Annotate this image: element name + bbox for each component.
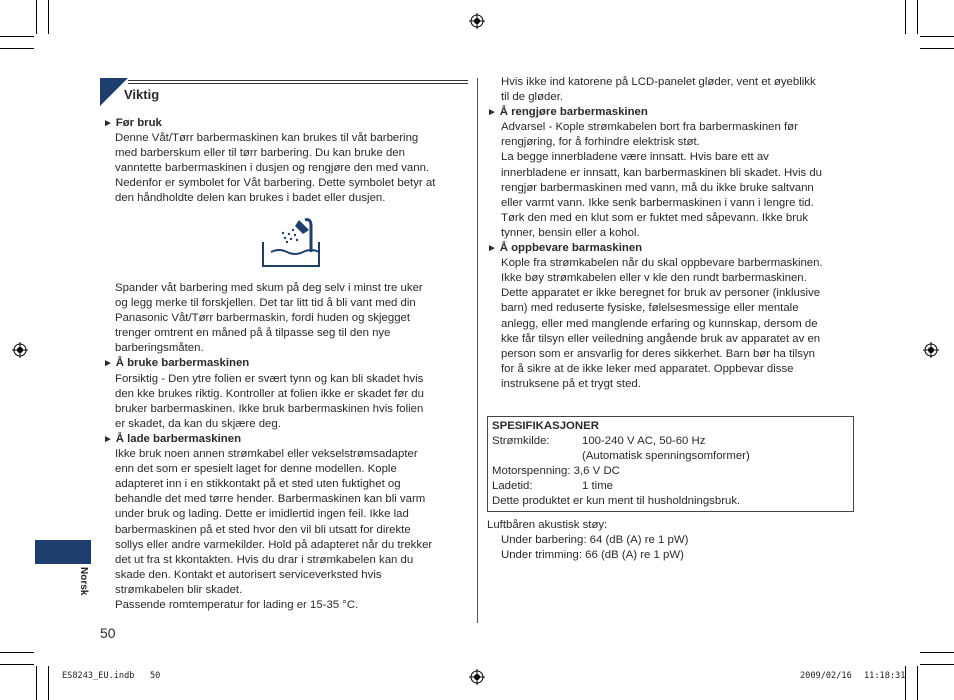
paragraph-line: med barberskum eller til tørr barbering. Du kan bruke den (115, 147, 405, 160)
paragraph-line: barbermaskinen på et sted hvor den vil bli utsatt for direkte (115, 523, 411, 536)
spec-value: 100-240 V AC, 50-60 Hz (582, 435, 706, 447)
subsection-heading-text: Å oppbevare barmaskinen (499, 242, 643, 255)
paragraph-line: Kople fra strømkabelen når du skal oppbevare barbermaskinen. (501, 257, 823, 270)
paragraph-line: anlegg, eller med manglende erfaring og kunnskap, dersom de (501, 317, 818, 330)
subsection-heading-text: Før bruk (115, 117, 162, 129)
registration-mark-icon (469, 13, 485, 29)
paragraph-line: kke får tilsyn eller veiledning angående bruk av apparatet av en (501, 332, 821, 345)
paragraph-line: skade den. Kontakt et autorisert serviceverksted hvis (115, 568, 382, 581)
noise-line: Under trimming: 66 (dB (A) re 1 pW) (501, 549, 684, 561)
paragraph-line: Tørk den med en klut som er fuktet med såpevann. Ikke bruk (501, 211, 809, 224)
paragraph-line: enn det som er spesielt laget for denne modellen. Kople (115, 463, 397, 476)
shower-bath-icon (261, 216, 321, 268)
spec-value: 1 time (582, 480, 614, 492)
noise-title: Luftbåren akustisk støy: (487, 519, 608, 531)
spec-label: Ladetid: (492, 480, 533, 492)
subsection-heading-text: Å lade barbermaskinen (115, 432, 242, 445)
paragraph-line: Ikke bøy strømkabelen eller v kle den rundt barbermaskinen. (501, 272, 807, 285)
crop-mark (48, 0, 49, 34)
paragraph-line: behandle det med tørre hender. Barbermaskinen kan bli varm (115, 493, 426, 506)
paragraph-line: barn) med reduserte fysiske, følelsesmessige eller mentale (501, 302, 799, 315)
footer-page: 50 (150, 671, 161, 681)
crop-mark (36, 666, 37, 700)
crop-mark (917, 666, 918, 700)
language-tab (35, 540, 91, 564)
crop-mark (0, 664, 34, 665)
paragraph-line: instruksene på et trygt sted. (501, 377, 641, 390)
paragraph-line: eller varmt vann. Ikke senk barbermaskinen i vann i lengre tid. (501, 196, 814, 209)
paragraph-line: den håndholdte delen kan brukes i badet eller dusjen. (115, 192, 386, 205)
paragraph-line: bruker barbermaskinen. Ikke bruk barbermaskinen hvis folien (115, 402, 424, 415)
paragraph-line: La begge innerbladene være innsatt. Hvis bare ett av (501, 151, 769, 164)
noise-line: Under barbering: 64 (dB (A) re 1 pW) (501, 534, 689, 546)
crop-mark (36, 0, 37, 34)
paragraph-line: innerbladene er innsatt, kan barbermaskinen bli skadet. Hvis du (501, 166, 823, 179)
bullet-arrow-icon: ► (487, 243, 500, 255)
paragraph-line: rengjør barbermaskinen med vann, må du ikke bruke saltvann (501, 181, 814, 194)
paragraph-line: strømkabelen blir skadet. (115, 583, 243, 596)
spec-value: (Automatisk spenningsomformer) (582, 450, 750, 462)
crop-mark (905, 0, 906, 34)
paragraph-line: Advarsel - Kople strømkabelen bort fra barbermaskinen før (501, 121, 798, 134)
paragraph-line: Forsiktig - Den ytre folien er svært tynn og kan bli skadet hvis (115, 372, 424, 385)
crop-mark (920, 664, 954, 665)
crop-mark (48, 666, 49, 700)
page-number: 50 (100, 625, 116, 641)
paragraph-line: person som er ansvarlig for deres sikkerhet. Barn bør ha tilsyn (501, 347, 816, 360)
paragraph-line: Dette apparatet er ikke beregnet for bruk av personer (inklusive (501, 287, 821, 300)
paragraph-line: er skadet, da kan du skjære deg. (115, 417, 281, 430)
registration-mark-icon (12, 342, 28, 358)
bullet-arrow-icon: ► (487, 107, 500, 119)
footer-time: 11:18:31 (864, 671, 906, 681)
footer-file: ES8243_EU.indb (62, 671, 135, 681)
paragraph-line: det ut fra st kkontakten. Hvis du drar i strømkabelen kan du (115, 553, 414, 566)
left-column (103, 116, 435, 207)
registration-mark-icon (469, 669, 485, 685)
language-tab-label: Norsk (78, 567, 89, 596)
spec-label: Motorspenning: 3,6 V DC (492, 465, 620, 477)
paragraph-line: vanntette barbermaskinen i dusjen og rengjøre den med vann. (115, 162, 430, 175)
crop-mark (917, 0, 918, 34)
bullet-arrow-icon: ► (103, 358, 116, 370)
section-title: Viktig (124, 87, 160, 102)
bullet-arrow-icon: ► (103, 118, 116, 129)
footer-date: 2009/02/16 (800, 671, 852, 681)
paragraph-line: Denne Våt/Tørr barbermaskinen kan brukes til våt barbering (115, 132, 419, 145)
paragraph-line: tynner, bensin eller a kohol. (501, 226, 640, 239)
paragraph-line: Panasonic Våt/Tørr barbermaskin, fordi huden og skjegget (115, 312, 411, 325)
paragraph-line: Nedenfor er symbolet for Våt barbering. Dette symbolet betyr at (115, 177, 436, 190)
section-rule (128, 80, 468, 81)
subsection-heading (487, 105, 823, 120)
crop-mark (920, 48, 954, 49)
paragraph-line: og legg merke til forskjellen. Det tar litt tid å bli vant med din (115, 297, 416, 310)
paragraph-line: trenger omtrent en måned på å tilpasse seg til den nye (115, 327, 391, 340)
right-column (487, 75, 823, 392)
paragraph-line: Ikke bruk noen annen strømkabel eller vekselstrømsadapter (115, 448, 418, 461)
registration-mark-icon (923, 342, 939, 358)
paragraph-line: Passende romtemperatur for lading er 15-35 °C. (115, 598, 359, 611)
spec-note: Dette produktet er kun ment til husholdningsbruk. (492, 495, 741, 507)
subsection-heading (487, 241, 823, 256)
section-rule (128, 83, 468, 84)
crop-mark (920, 652, 954, 653)
paragraph-line: Spander våt barbering med skum på deg selv i minst tre uker (115, 282, 423, 294)
paragraph-line: adapteret inn i en stikkontakt på et sted uten fuktighet og (115, 478, 401, 491)
paragraph-line: rengjøring, for å forhindre elektrisk støt. (501, 136, 700, 149)
spec-title: SPESIFIKASJONER (492, 420, 599, 432)
crop-mark (0, 652, 34, 653)
subsection-heading (103, 116, 435, 131)
crop-mark (0, 36, 34, 37)
bullet-arrow-icon: ► (103, 433, 116, 445)
spec-label: Strømkilde: (492, 435, 550, 447)
specifications-box (487, 416, 854, 512)
paragraph-line: under bruk og lading. Dette er imidlertid ingen feil. Ikke lad (115, 508, 409, 521)
crop-mark (920, 36, 954, 37)
paragraph-line: den kke brukes riktig. Kontroller at folien ikke er skadet før du (115, 387, 424, 400)
paragraph-line: til de gløder. (501, 91, 564, 104)
column-divider (477, 78, 478, 623)
paragraph-line: Hvis ikke ind katorene på LCD-panelet gløder, vent et øyeblikk (501, 76, 816, 88)
left-column-continued (103, 281, 432, 613)
paragraph-line: sollys eller andre varmekilder. Hold på adapteret når du trekker (115, 538, 433, 551)
paragraph-line: barberingsmåten. (115, 342, 204, 355)
crop-mark (0, 48, 34, 49)
subsection-heading-text: Å bruke barbermaskinen (115, 357, 250, 370)
paragraph-line: for å sikre at de ikke leker med apparatet. Oppbevar disse (501, 362, 794, 375)
subsection-heading (103, 432, 432, 447)
subsection-heading-text: Å rengjøre barbermaskinen (499, 106, 648, 119)
subsection-heading (103, 356, 432, 371)
